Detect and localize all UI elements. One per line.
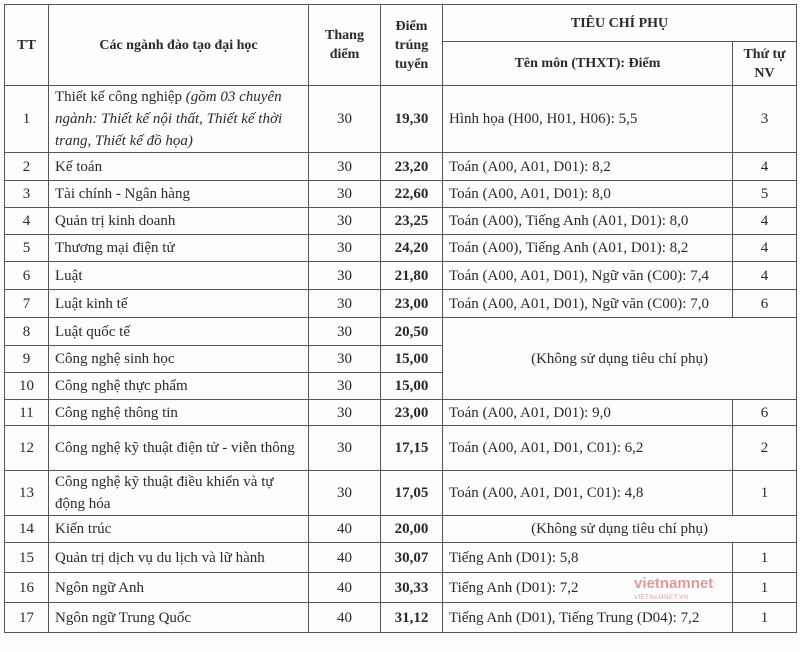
header-tt: TT: [5, 5, 49, 86]
major-name: Kiến trúc: [49, 516, 309, 543]
table-row: [5, 318, 797, 346]
grade-scale: 30: [309, 153, 381, 181]
criteria-subject: Toán (A00, A01, D01): 8,0: [443, 181, 733, 208]
row-number: 17: [5, 603, 49, 633]
header-scale: Thang điểm: [309, 5, 381, 86]
admission-score: 20,50: [381, 318, 443, 346]
row-number: 12: [5, 426, 49, 471]
watermark-text: vietnamnet: [634, 575, 714, 592]
major-name: Công nghệ kỹ thuật điều khiển và tự động hóa: [49, 471, 309, 516]
row-number: 9: [5, 346, 49, 373]
admission-score: 20,00: [381, 516, 443, 543]
major-name: [49, 86, 309, 153]
table-row: [5, 262, 797, 290]
major-name: Công nghệ sinh học: [49, 346, 309, 373]
criteria-subject: Toán (A00, A01, D01, C01): 4,8: [443, 471, 733, 516]
admission-score: 23,00: [381, 290, 443, 318]
admission-score: 23,00: [381, 400, 443, 426]
major-note: (gồm 03 chuyên ngành: Thiết kế nội thất, Thiết kế thời trang, Thiết kế đồ họa): [55, 89, 283, 149]
admission-score: 17,05: [381, 471, 443, 516]
grade-scale: 30: [309, 262, 381, 290]
header-priority: Thứ tự NV: [733, 42, 797, 86]
major-name: Công nghệ thông tin: [49, 400, 309, 426]
major-name: Luật quốc tế: [49, 318, 309, 346]
grade-scale: 40: [309, 573, 381, 603]
table-row: [5, 471, 797, 516]
major-name: Công nghệ thực phẩm: [49, 373, 309, 400]
criteria-note: (Không sử dụng tiêu chí phụ): [443, 516, 797, 543]
major-name: Luật: [49, 262, 309, 290]
criteria-priority: 4: [733, 235, 797, 262]
table-row: [5, 208, 797, 235]
major-name: Công nghệ kỹ thuật điện tử - viễn thông: [49, 426, 309, 471]
criteria-subject: Tiếng Anh (D01), Tiếng Trung (D04): 7,2: [443, 603, 733, 633]
grade-scale: 30: [309, 290, 381, 318]
admission-score: 31,12: [381, 603, 443, 633]
admission-score: 30,07: [381, 543, 443, 573]
criteria-priority: 1: [733, 603, 797, 633]
row-number: 3: [5, 181, 49, 208]
admission-score: 17,15: [381, 426, 443, 471]
grade-scale: 30: [309, 181, 381, 208]
table-row: [5, 516, 797, 543]
criteria-priority: 4: [733, 153, 797, 181]
criteria-priority: 1: [733, 471, 797, 516]
row-number: 4: [5, 208, 49, 235]
grade-scale: 30: [309, 318, 381, 346]
criteria-priority: 5: [733, 181, 797, 208]
row-number: 16: [5, 573, 49, 603]
row-number: 11: [5, 400, 49, 426]
admission-score: 23,25: [381, 208, 443, 235]
row-number: 1: [5, 86, 49, 153]
table-row: [5, 86, 797, 153]
row-number: 10: [5, 373, 49, 400]
major-name: Tài chính - Ngân hàng: [49, 181, 309, 208]
row-number: 2: [5, 153, 49, 181]
major-name: Luật kinh tế: [49, 290, 309, 318]
criteria-priority: 1: [733, 543, 797, 573]
grade-scale: 40: [309, 543, 381, 573]
admission-score: 15,00: [381, 373, 443, 400]
table-row: [5, 153, 797, 181]
admission-score: 15,00: [381, 346, 443, 373]
major-name: Thương mại điện tử: [49, 235, 309, 262]
criteria-priority: 4: [733, 208, 797, 235]
admission-score: 30,33: [381, 573, 443, 603]
major-title: Thiết kế công nghiệp: [55, 89, 183, 105]
row-number: 8: [5, 318, 49, 346]
admission-score: 23,20: [381, 153, 443, 181]
criteria-priority: 6: [733, 290, 797, 318]
table-row: [5, 181, 797, 208]
table-row: [5, 400, 797, 426]
major-name: Quản trị kinh doanh: [49, 208, 309, 235]
row-number: 14: [5, 516, 49, 543]
criteria-priority: 6: [733, 400, 797, 426]
table-row: [5, 603, 797, 633]
criteria-subject: Toán (A00, A01, D01), Ngữ văn (C00): 7,4: [443, 262, 733, 290]
grade-scale: 30: [309, 400, 381, 426]
table-row: [5, 290, 797, 318]
grade-scale: 30: [309, 426, 381, 471]
major-name: Quản trị dịch vụ du lịch và lữ hành: [49, 543, 309, 573]
criteria-subject: Toán (A00, A01, D01): 8,2: [443, 153, 733, 181]
grade-scale: 40: [309, 603, 381, 633]
table-row: [5, 426, 797, 471]
grade-scale: 30: [309, 208, 381, 235]
criteria-subject: Tiếng Anh (D01): 5,8: [443, 543, 733, 573]
row-number: 5: [5, 235, 49, 262]
watermark-logo: [634, 577, 713, 605]
criteria-priority: 3: [733, 86, 797, 153]
criteria-subject: Toán (A00, A01, D01, C01): 6,2: [443, 426, 733, 471]
grade-scale: 30: [309, 235, 381, 262]
row-number: 6: [5, 262, 49, 290]
admission-table: [4, 4, 797, 633]
major-name: Ngôn ngữ Anh: [49, 573, 309, 603]
grade-scale: 40: [309, 516, 381, 543]
criteria-merged-note: (Không sử dụng tiêu chí phụ): [443, 318, 797, 400]
criteria-subject: Tiếng Anh (D01): 7,2: [443, 573, 733, 603]
grade-scale: 30: [309, 471, 381, 516]
table-row: [5, 543, 797, 573]
admission-score: 22,60: [381, 181, 443, 208]
criteria-priority: 4: [733, 262, 797, 290]
criteria-subject: Hình họa (H00, H01, H06): 5,5: [443, 86, 733, 153]
row-number: 15: [5, 543, 49, 573]
criteria-priority: 2: [733, 426, 797, 471]
header-criteria: TIÊU CHÍ PHỤ: [443, 5, 797, 42]
grade-scale: 30: [309, 373, 381, 400]
row-number: 13: [5, 471, 49, 516]
table-row: [5, 235, 797, 262]
header-subject: Tên môn (THXT): Điểm: [443, 42, 733, 86]
header-major: Các ngành đào tạo đại học: [49, 5, 309, 86]
admission-score: 21,80: [381, 262, 443, 290]
admission-score: 19,30: [381, 86, 443, 153]
criteria-subject: Toán (A00, A01, D01), Ngữ văn (C00): 7,0: [443, 290, 733, 318]
admission-score: 24,20: [381, 235, 443, 262]
major-name: Ngôn ngữ Trung Quốc: [49, 603, 309, 633]
criteria-subject: Toán (A00), Tiếng Anh (A01, D01): 8,0: [443, 208, 733, 235]
criteria-subject: Toán (A00, A01, D01): 9,0: [443, 400, 733, 426]
grade-scale: 30: [309, 346, 381, 373]
criteria-priority: 1: [733, 573, 797, 603]
watermark-subtext: VIETNAMNET.VN: [634, 595, 689, 601]
row-number: 7: [5, 290, 49, 318]
criteria-subject: Toán (A00), Tiếng Anh (A01, D01): 8,2: [443, 235, 733, 262]
grade-scale: 30: [309, 86, 381, 153]
header-score: Điểm trúng tuyển: [381, 5, 443, 86]
major-name: Kế toán: [49, 153, 309, 181]
